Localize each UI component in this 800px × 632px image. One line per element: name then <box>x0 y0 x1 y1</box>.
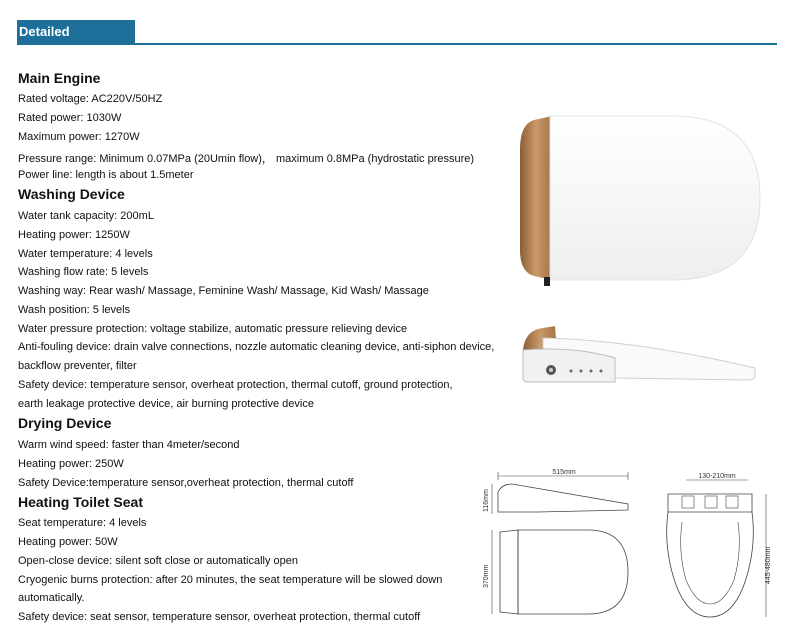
spec-line: Heating power: 250W <box>18 458 124 470</box>
spec-line: Rated voltage: AC220V/50HZ <box>18 93 163 105</box>
spec-line: Open-close device: silent soft close or automatically open <box>18 555 299 567</box>
product-top-view-image <box>512 110 772 290</box>
spec-line: Wash position: 5 levels <box>18 304 131 316</box>
dimension-drawing-top <box>478 520 638 620</box>
dimension-side-height: 116mm <box>483 489 490 512</box>
dimension-drawing-front <box>660 472 780 622</box>
section-title-heating-toilet-seat: Heating Toilet Seat <box>18 494 143 510</box>
spec-line: Power line: length is about 1.5meter <box>18 169 194 181</box>
section-header-detailed-parameter: Detailed Parameter <box>17 20 135 44</box>
spec-line: Water temperature: 4 levels <box>18 248 153 260</box>
spec-line: Anti-fouling device: drain valve connections, nozzle automatic cleaning device, anti-siphon device, <box>18 341 495 353</box>
dimension-top-width: 370mm <box>483 564 490 588</box>
dimension-drawing-side <box>478 468 638 523</box>
spec-line: Rated power: 1030W <box>18 112 122 124</box>
spec-line: Water tank capacity: 200mL <box>18 210 154 222</box>
spec-line: Water pressure protection: voltage stabilize, automatic pressure relieving device <box>18 323 408 335</box>
spec-line: Washing way: Rear wash/ Massage, Feminine Wash/ Massage, Kid Wash/ Massage <box>18 285 429 297</box>
spec-line: Safety Device:temperature sensor,overheat protection, thermal cutoff <box>18 477 354 489</box>
spec-line: Cryogenic burns protection: after 20 minutes, the seat temperature will be slowed down <box>18 574 443 586</box>
dimension-side-length: 515mm <box>552 469 576 476</box>
dimension-front-length: 445-480mm <box>765 546 772 584</box>
spec-line: Maximum power: 1270W <box>18 131 140 143</box>
spec-line: Heating power: 50W <box>18 536 118 548</box>
spec-line: backflow preventer, filter <box>18 360 137 372</box>
section-title-drying-device: Drying Device <box>18 415 112 431</box>
spec-line: Washing flow rate: 5 levels <box>18 266 149 278</box>
header-underline <box>17 43 777 45</box>
spec-line: Seat temperature: 4 levels <box>18 517 147 529</box>
spec-line: Safety device: temperature sensor, overheat protection, thermal cutoff, ground protection, <box>18 379 453 391</box>
spec-line: Warm wind speed: faster than 4meter/second <box>18 439 240 451</box>
spec-line: automatically. <box>18 592 85 604</box>
product-side-view-image <box>515 320 765 385</box>
spec-line: Heating power: 1250W <box>18 229 130 241</box>
section-title-main-engine: Main Engine <box>18 70 101 86</box>
spec-line: Pressure range: Minimum 0.07MPa (20Umin flow)， maximum 0.8MPa (hydrostatic pressure) <box>18 153 475 165</box>
spec-line: earth leakage protective device, air burning protective device <box>18 398 314 410</box>
dimension-front-width: 130-210mm <box>698 473 736 480</box>
spec-line: Safety device: seat sensor, temperature sensor, overheat protection, thermal cutoff <box>18 611 421 623</box>
section-title-washing-device: Washing Device <box>18 186 125 202</box>
